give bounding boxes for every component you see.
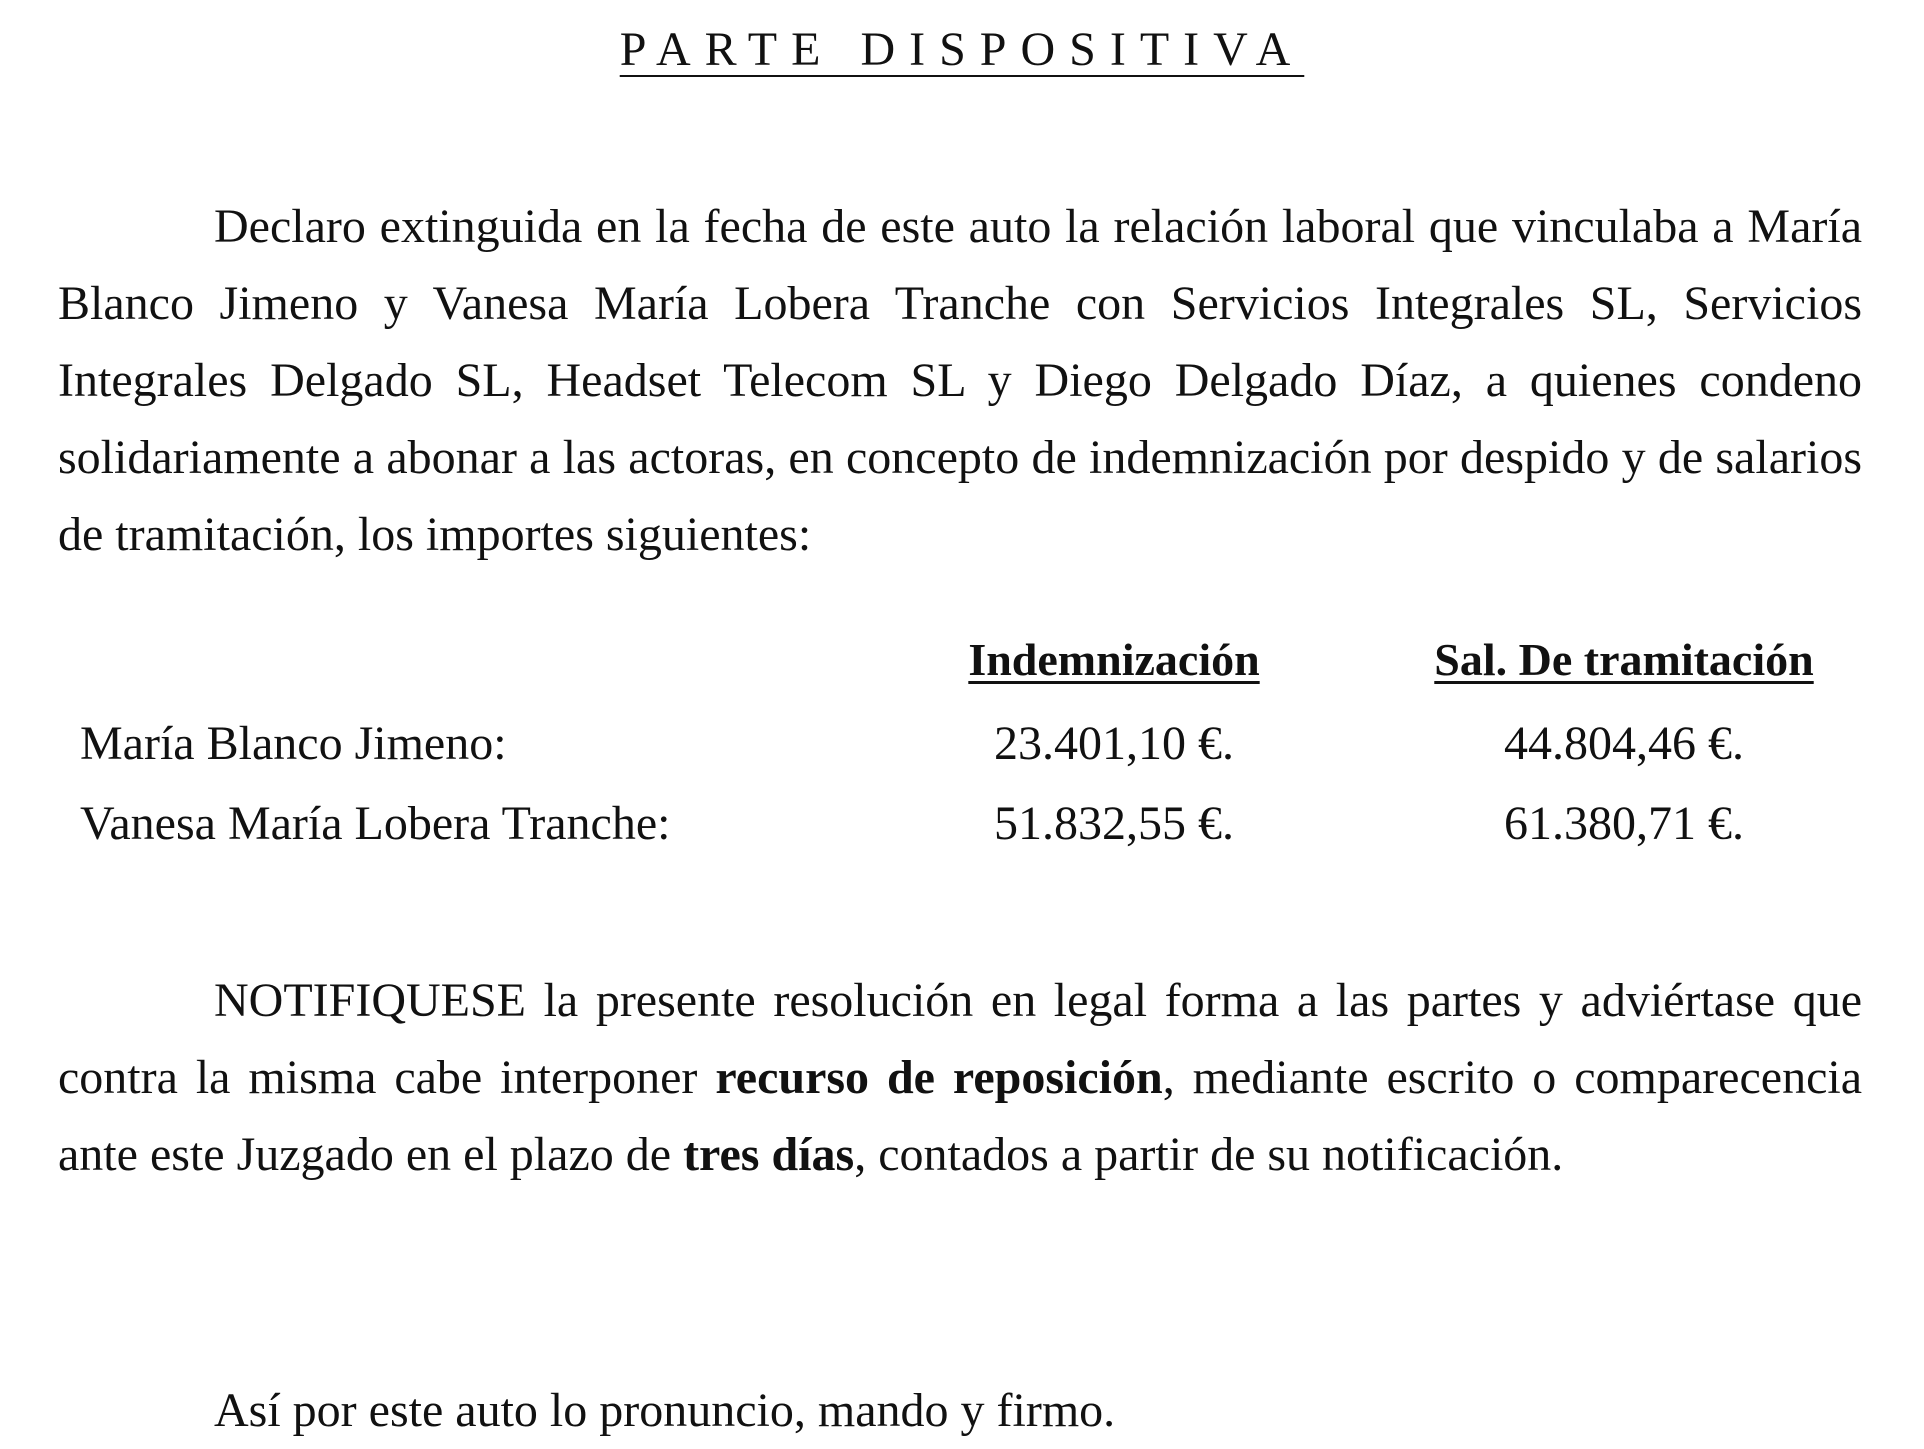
notification-text-3: , contados a partir de su notificación. bbox=[854, 1128, 1564, 1181]
closing-paragraph: Así por este auto lo pronuncio, mando y firmo. bbox=[214, 1384, 1116, 1437]
table-row bbox=[0, 712, 1924, 776]
salarios-amount: 44.804,46 €. bbox=[1504, 717, 1744, 770]
section-heading-text: PARTE DISPOSITIVA bbox=[619, 23, 1305, 76]
table-row bbox=[0, 792, 1924, 856]
column-header-indemnizacion: Indemnización bbox=[968, 634, 1260, 685]
notification-paragraph bbox=[58, 962, 1862, 1193]
plazo-emphasis: tres días bbox=[683, 1128, 855, 1181]
party-name: Vanesa María Lobera Tranche: bbox=[80, 797, 671, 850]
salarios-amount: 61.380,71 €. bbox=[1504, 797, 1744, 850]
column-header-salarios: Sal. De tramitación bbox=[1434, 634, 1814, 685]
notification-text-2: , mediante escrito o comparecencia ante este Juzgado en el plazo de bbox=[58, 1051, 1863, 1181]
section-heading bbox=[0, 22, 1924, 78]
party-name: María Blanco Jimeno: bbox=[80, 717, 507, 770]
indemnizacion-amount: 23.401,10 €. bbox=[994, 717, 1234, 770]
declaration-paragraph: Declaro extinguida en la fecha de este auto la relación laboral que vinculaba a María Blanco Jimeno y Vanesa María Lobera Tranche con Servicios Integrales SL, Servicios Integrales Delgado SL, Headset Telecom SL y Diego Delgado Díaz, a quienes condeno solidariamente a abonar a las actoras, en concepto de indemnización por despido y de salarios de tramitación, los importes siguientes: bbox=[58, 200, 1862, 561]
recurso-emphasis: recurso de reposición bbox=[715, 1051, 1163, 1104]
indemnizacion-amount: 51.832,55 €. bbox=[994, 797, 1234, 850]
notification-text-1: NOTIFIQUESE la presente resolución en legal forma a las partes y adviértase que contra la misma cabe interponer bbox=[58, 974, 1862, 1104]
